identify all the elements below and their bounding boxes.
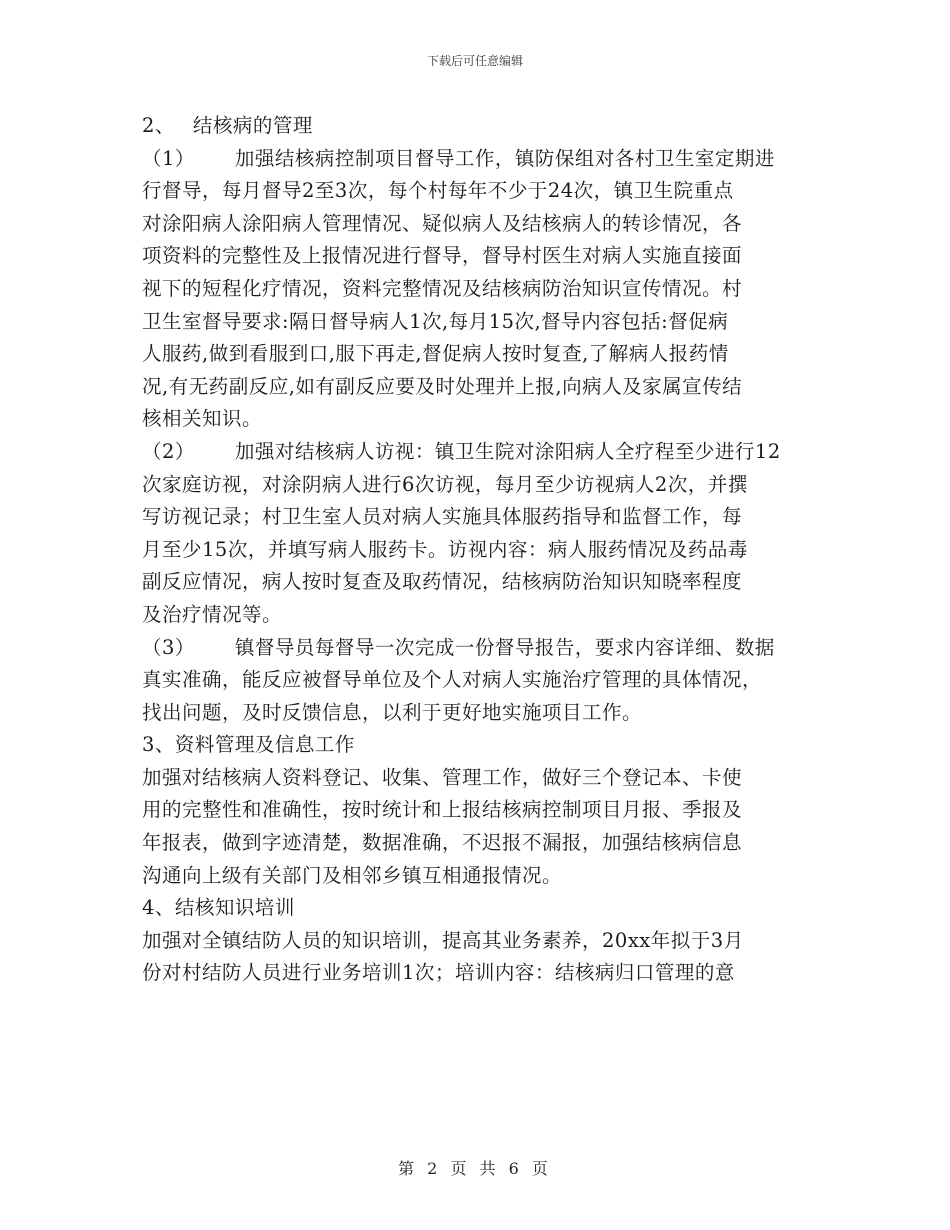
paragraph-line: （2） 加强对结核病人访视：镇卫生院对涂阳病人全疗程至少进行12 <box>142 439 781 463</box>
paragraph-line: 项资料的完整性及上报情况进行督导，督导村医生对病人实施直接面 <box>142 244 743 268</box>
paragraph-line: 视下的短程化疗情况，资料完整情况及结核病防治知识宣传情况。村 <box>142 276 743 300</box>
paragraph-line: （1） 加强结核病控制项目督导工作，镇防保组对各村卫生室定期进 <box>142 146 775 170</box>
heading-text: 结核病的管理 <box>192 114 313 137</box>
paragraph-line: 况,有无药副反应,如有副反应要及时处理并上报,向病人及家属宣传结 <box>142 374 743 398</box>
paragraph-line: 找出问题，及时反馈信息，以利于更好地实施项目工作。 <box>142 700 643 724</box>
section-heading: 4、结核知识培训 <box>142 896 295 920</box>
paragraph-line: 份对村结防人员进行业务培训1次；培训内容：结核病归口管理的意 <box>142 961 735 985</box>
item-marker: （2） <box>142 439 195 463</box>
heading-number: 2、 <box>142 114 175 137</box>
paragraph-line: 副反应情况，病人按时复查及取药情况，结核病防治知识知晓率程度 <box>142 570 743 594</box>
paragraph-line: 写访视记录；村卫生室人员对病人实施具体服药指导和监督工作，每 <box>142 505 743 529</box>
paragraph-line: 年报表，做到字迹清楚，数据准确，不迟报不漏报，加强结核病信息 <box>142 831 743 855</box>
section-heading <box>142 110 814 143</box>
paragraph-line: 沟通向上级有关部门及相邻乡镇互相通报情况。 <box>142 863 563 887</box>
item-marker: （1） <box>142 146 195 170</box>
document-body <box>142 110 814 990</box>
paragraph-line: 真实准确，能反应被督导单位及个人对病人实施治疗管理的具体情况， <box>142 668 763 692</box>
paragraph-line: 用的完整性和准确性，按时统计和上报结核病控制项目月报、季报及 <box>142 798 743 822</box>
paragraph-line: 行督导，每月督导2至3次，每个村每年不少于24次，镇卫生院重点 <box>142 179 734 203</box>
page-footer: 第 2 页 共 6 页 <box>398 1159 552 1178</box>
paragraph-line: 核相关知识。 <box>142 407 263 431</box>
item-marker: （3） <box>142 635 195 659</box>
paragraph-line: 月至少15次，并填写病人服药卡。访视内容：病人服药情况及药品毒 <box>142 537 748 561</box>
paragraph-line: 加强对全镇结防人员的知识培训，提高其业务素养，20xx年拟于3月 <box>142 928 744 952</box>
paragraph-line: （3） 镇督导员每督导一次完成一份督导报告，要求内容详细、数据 <box>142 635 775 659</box>
paragraph-line: 卫生室督导要求:隔日督导病人1次,每月15次,督导内容包括:督促病 <box>142 309 729 333</box>
paragraph-line: 加强对结核病人资料登记、收集、管理工作，做好三个登记本、卡使 <box>142 765 743 789</box>
paragraph-line: 次家庭访视，对涂阴病人进行6次访视，每月至少访视病人2次，并撰 <box>142 472 748 496</box>
paragraph-line: 人服药,做到看服到口,服下再走,督促病人按时复查,了解病人报药情 <box>142 342 729 366</box>
paragraph-line: 对涂阳病人涂阳病人管理情况、疑似病人及结核病人的转诊情况，各 <box>142 211 743 235</box>
section-heading: 3、资料管理及信息工作 <box>142 733 355 757</box>
paragraph-line: 及治疗情况等。 <box>142 602 283 626</box>
page-header: 下载后可任意编辑 <box>426 54 523 68</box>
